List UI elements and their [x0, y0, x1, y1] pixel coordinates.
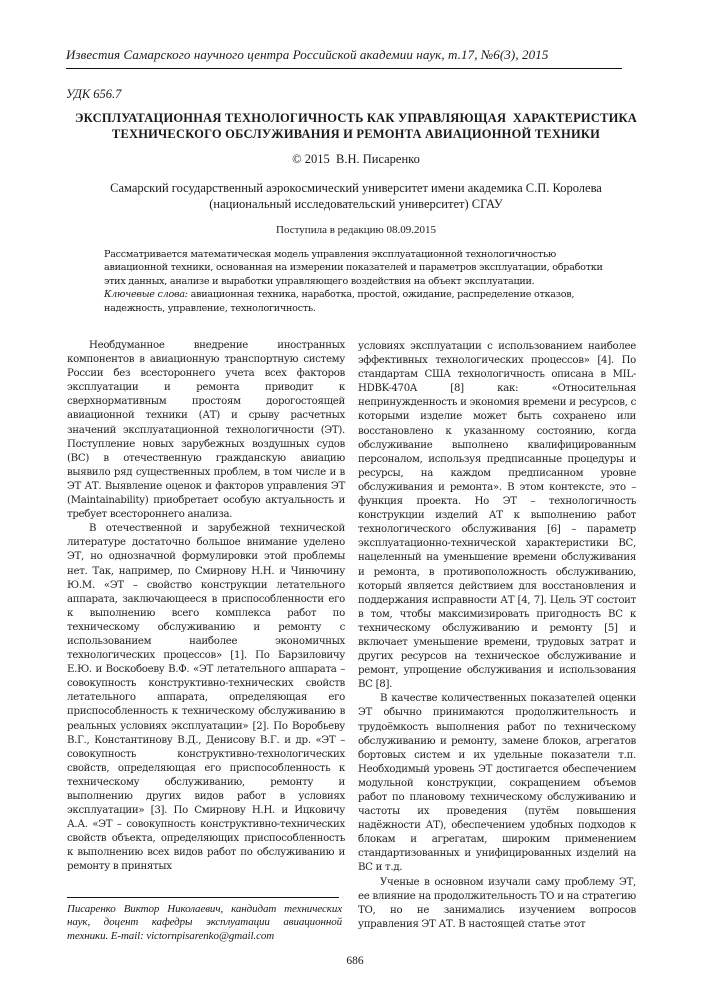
abstract-text: Рассматривается математическая модель управления эксплуатационной технологичностью авиационной техники, основанная на измерении показателей и параметров эксплуатации, обработки этих данных, анализе и выработки управляющего воздействия на объект эксплуатации.	[104, 249, 603, 287]
journal-header: Известия Самарского научного центра Российской академии наук, т.17, №6(3), 2015	[66, 47, 549, 62]
page-number: 686	[346, 955, 364, 967]
keywords-list: авиационная техника, наработка, простой, ожидание, распределение отказов, надежность, управление, технологичность.	[104, 289, 575, 314]
paragraph: Ученые в основном изучали саму проблему ЭТ, ее влияние на продолжительность ТО и на стратегию ТО, но не занимались изучением вопросов управления ЭТ АТ. В настоящей статье этот	[358, 876, 636, 930]
paragraph: условиях эксплуатации с использованием наиболее эффективных технологических процессов» [4]. По стандартам США технологичность описана в MIL-HDBK-470A [8] как: «Относительная непринужденность и экономия времени и ресурсов, с которыми изделие может быть сохранено или восстановлено к указанному состоянию, когда обслуживание выполнено квалифицированным персоналом, используя предписанные процедуры и ресурсы, на каждом предписанном уровне обслуживания и ремонта». В этом контексте, это – функция проекта. Но ЭТ – технологичность конструкции изделий АТ к выполнению работ технологического обслуживания [6] – параметр эксплуатационно-технической характеристики ВС, нацеленный на уменьшение времени обслуживания и ремонта, в противоположность обслуживанию, который является действием для восстановления и поддержания исправности АТ [4, 7]. Цель ЭТ состоит в том, чтобы максимизировать пригодность ВС к техническому обслуживанию и ремонту [5] и включает уменьшение времени, трудовых затрат и других ресурсов на техническое обслуживание и ремонт, упрощение обслуживания и использования ВС [8].	[358, 341, 636, 691]
title-line-1: ЭКСПЛУАТАЦИОННАЯ ТЕХНОЛОГИЧНОСТЬ КАК УПРАВЛЯЮЩАЯ ХАРАКТЕРИСТИКА	[74, 111, 638, 125]
affiliation-line-1: Самарский государственный аэрокосмический университет имени академика С.П. Королева	[110, 181, 602, 195]
header-rule	[66, 68, 622, 69]
body-column-left	[67, 339, 345, 875]
received-date: Поступила в редакцию 08.09.2015	[276, 224, 436, 236]
footnote-rule	[67, 897, 339, 898]
affiliation	[66, 180, 646, 212]
keywords	[104, 288, 609, 315]
udk-code: УДК 656.7	[66, 87, 122, 101]
paragraph: В отечественной и зарубежной технической литературе достаточно большое внимание уделено ЭТ, но однозначной формулировки этой проблемы нет. Так, например, по Смирнову Н.Н. и Чинючину Ю.М. «ЭТ – свойство конструкции летательного аппарата, заключающееся в приспособленности его к выполнению всего комплекса работ по техническому обслуживанию и ремонту с использованием наиболее экономичных технологических процессов» [1]. По Барзиловичу Е.Ю. и Воскобоеву В.Ф. «ЭТ летательного аппарата – совокупность конструктивно-технических свойств летательного аппарата, определяющая его приспособленность к техническому обслуживанию в реальных условиях эксплуатации» [2]. По Воробьеву В.Г., Константинову В.Д., Денисову В.Г. и др. «ЭТ – совокупность конструктивно-технологических свойств, определяющая его приспособленность к техническому обслуживанию, ремонту и выполнению других видов работ в условиях эксплуатации» [3]. По Смирнову Н.Н. и Ицковичу А.А. «ЭТ – совокупность конструктивно-технических свойств объекта, определяющих приспособленность к выполнению всех видов работ по обслуживанию и ремонту в принятых	[67, 523, 345, 873]
article-title	[66, 110, 646, 142]
copyright-author: © 2015 В.Н. Писаренко	[292, 152, 420, 166]
paragraph: Необдуманное внедрение иностранных компонентов в авиационную транспортную систему России без всестороннего учета всех факторов эксплуатации и ремонта приводит к сверхнормативным простоям дорогостоящей авиационной техники (АТ) и срыву расчетных значений эксплуатационной технологичности (ЭТ). Поступление новых зарубежных воздушных судов (ВС) в отечественную гражданскую авиацию выявило ряд существенных проблем, в том числе и в ЭТ АТ. Выявление оценок и факторов управления ЭТ (Maintainability) приобретает особую актуальность и требует всестороннего анализа.	[67, 340, 345, 521]
title-line-2: ТЕХНИЧЕСКОГО ОБСЛУЖИВАНИЯ И РЕМОНТА АВИАЦИОННОЙ ТЕХНИКИ	[111, 127, 601, 141]
author-footnote: Писаренко Виктор Николаевич, кандидат технических наук, доцент кафедры эксплуатации авиационной техники. E-mail: victornpisarenko@gmail.com	[67, 903, 342, 942]
affiliation-line-2: (национальный исследовательский университет) СГАУ	[209, 197, 503, 211]
body-column-right	[358, 340, 636, 932]
keywords-label: Ключевые слова:	[104, 289, 188, 301]
abstract	[104, 248, 609, 315]
paragraph: В качестве количественных показателей оценки ЭТ обычно принимаются продолжительность и трудоёмкость выполнения работ по техническому обслуживанию и ремонту, замене блоков, агрегатов бортовых систем и их удельные показатели т.п. Необходимый уровень ЭТ достигается обеспечением модульной конструкции, сокращением объемов работ по плановому техническому обслуживанию и частоты их проведения (путём повышения надёжности АТ), обеспечением удобных подходов к блокам и агрегатам, широким применением стандартизованных и унифицированных изделий на ВС и т.д.	[358, 693, 636, 874]
